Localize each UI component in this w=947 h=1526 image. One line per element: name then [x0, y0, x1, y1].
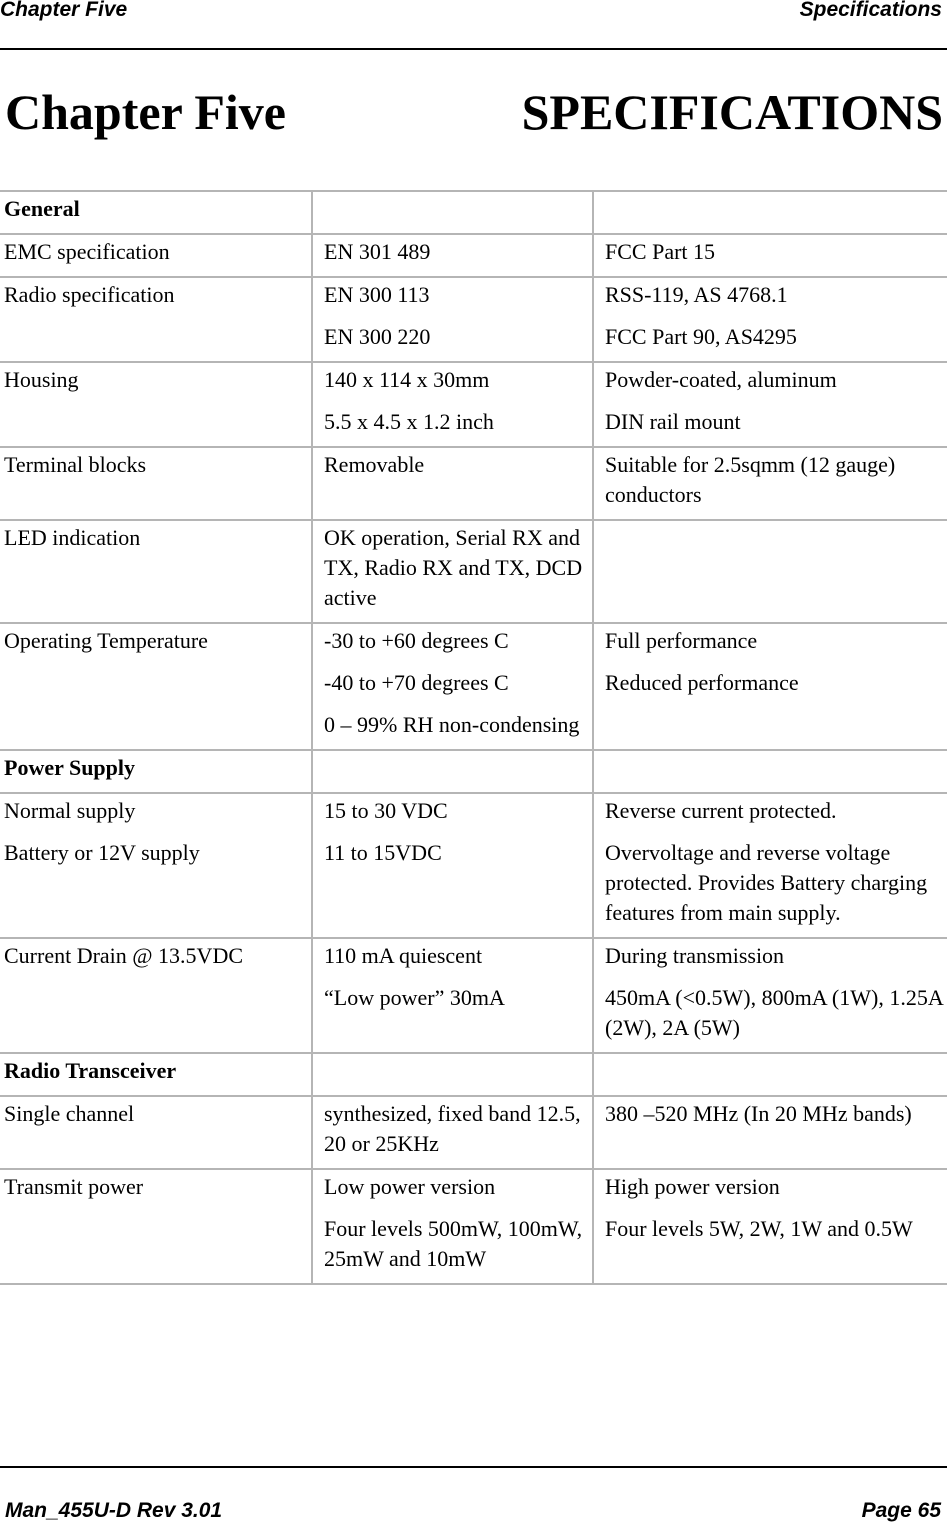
spec-value: Four levels 500mW, 100mW, 25mW and 10mW — [324, 1216, 583, 1271]
table-cell — [593, 750, 947, 793]
table-cell — [312, 750, 593, 793]
header-chapter: Chapter Five — [0, 0, 128, 21]
section-row — [0, 750, 947, 793]
title-chapter: Chapter Five — [5, 84, 286, 140]
spec-label: Transmit power — [4, 1174, 144, 1199]
spec-value: Four levels 5W, 2W, 1W and 0.5W — [605, 1216, 913, 1241]
table-cell — [593, 623, 947, 750]
page-title — [0, 84, 947, 144]
table-cell — [593, 793, 947, 938]
spec-value: synthesized, fixed band 12.5, 20 or 25KHz — [324, 1101, 581, 1156]
table-cell — [593, 447, 947, 520]
header-section: Specifications — [799, 0, 942, 21]
spec-value: -30 to +60 degrees C — [324, 628, 509, 653]
table-row — [0, 793, 947, 938]
spec-value: FCC Part 15 — [605, 239, 716, 264]
table-cell — [593, 1169, 947, 1284]
table-cell — [312, 1169, 593, 1284]
spec-value: 380 –520 MHz (In 20 MHz bands) — [605, 1101, 912, 1126]
spec-value: EN 300 113 — [324, 282, 430, 307]
spec-label: Terminal blocks — [4, 452, 147, 477]
spec-label: LED indication — [4, 525, 141, 550]
spec-label: General — [4, 196, 80, 221]
spec-value: DIN rail mount — [605, 409, 741, 434]
spec-label: Housing — [4, 367, 79, 392]
spec-value: “Low power” 30mA — [324, 985, 505, 1010]
spec-label: EMC specification — [4, 239, 170, 264]
spec-value: Full performance — [605, 628, 758, 653]
table-cell — [312, 623, 593, 750]
table-row — [0, 623, 947, 750]
table-cell — [593, 277, 947, 362]
page-header — [0, 0, 947, 52]
table-cell — [0, 1169, 312, 1284]
table-row — [0, 447, 947, 520]
spec-value: EN 301 489 — [324, 239, 431, 264]
spec-value: 450mA (<0.5W), 800mA (1W), 1.25A (2W), 2A (5W) — [605, 985, 943, 1040]
table-cell — [312, 234, 593, 277]
table-row — [0, 1096, 947, 1169]
table-cell — [0, 520, 312, 623]
table-row — [0, 277, 947, 362]
specifications-table — [0, 190, 947, 1285]
table-row — [0, 362, 947, 447]
table-cell — [312, 793, 593, 938]
spec-label: Radio Transceiver — [4, 1058, 177, 1083]
spec-value: Reduced performance — [605, 670, 799, 695]
table-cell — [593, 1053, 947, 1096]
spec-value: Low power version — [324, 1174, 496, 1199]
table-cell — [312, 447, 593, 520]
title-specifications: SPECIFICATIONS — [521, 84, 943, 140]
table-cell — [0, 191, 312, 234]
table-cell — [312, 191, 593, 234]
table-cell — [0, 277, 312, 362]
spec-value: EN 300 220 — [324, 324, 431, 349]
page-footer — [0, 1462, 947, 1526]
spec-value: 15 to 30 VDC — [324, 798, 448, 823]
section-row — [0, 1053, 947, 1096]
table-cell — [312, 277, 593, 362]
spec-label: Radio specification — [4, 282, 175, 307]
table-cell — [593, 362, 947, 447]
spec-value: 0 – 99% RH non-condensing — [324, 712, 580, 737]
table-cell — [0, 1096, 312, 1169]
spec-value: Removable — [324, 452, 425, 477]
table-cell — [0, 793, 312, 938]
table-cell — [0, 447, 312, 520]
spec-value: Reverse current protected. — [605, 798, 837, 823]
spec-value: 5.5 x 4.5 x 1.2 inch — [324, 409, 494, 434]
header-rule — [0, 48, 947, 50]
table-cell — [312, 520, 593, 623]
footer-manual-revision: Man_455U-D Rev 3.01 — [5, 1499, 223, 1522]
spec-label: Operating Temperature — [4, 628, 208, 653]
table-cell — [593, 191, 947, 234]
table-row — [0, 520, 947, 623]
spec-value: FCC Part 90, AS4295 — [605, 324, 797, 349]
spec-value: Overvoltage and reverse voltage protected. Provides Battery charging features from main supply. — [605, 840, 928, 925]
table-cell — [593, 520, 947, 623]
table-row — [0, 1169, 947, 1284]
table-cell — [0, 234, 312, 277]
table-cell — [312, 362, 593, 447]
table-cell — [593, 938, 947, 1053]
spec-value: -40 to +70 degrees C — [324, 670, 509, 695]
table-cell — [0, 362, 312, 447]
spec-value: High power version — [605, 1174, 780, 1199]
spec-label: Power Supply — [4, 755, 136, 780]
footer-page-number: Page 65 — [861, 1499, 941, 1522]
spec-label: Single channel — [4, 1101, 135, 1126]
spec-value: Suitable for 2.5sqmm (12 gauge) conductors — [605, 452, 896, 507]
spec-value: Powder-coated, aluminum — [605, 367, 837, 392]
table-cell — [0, 1053, 312, 1096]
spec-value: OK operation, Serial RX and TX, Radio RX and TX, DCD active — [324, 525, 583, 610]
spec-value: During transmission — [605, 943, 785, 968]
footer-rule — [0, 1466, 947, 1468]
spec-value: 140 x 114 x 30mm — [324, 367, 490, 392]
table-row — [0, 234, 947, 277]
table-cell — [312, 1053, 593, 1096]
table-cell — [593, 234, 947, 277]
table-row — [0, 938, 947, 1053]
section-row — [0, 191, 947, 234]
table-cell — [312, 938, 593, 1053]
table-cell — [593, 1096, 947, 1169]
spec-value: 11 to 15VDC — [324, 840, 442, 865]
table-cell — [0, 938, 312, 1053]
spec-value: 110 mA quiescent — [324, 943, 483, 968]
spec-label: Normal supply — [4, 798, 136, 823]
spec-label: Current Drain @ 13.5VDC — [4, 943, 244, 968]
spec-label: Battery or 12V supply — [4, 840, 200, 865]
table-cell — [312, 1096, 593, 1169]
table-cell — [0, 623, 312, 750]
table-cell — [0, 750, 312, 793]
spec-value: RSS-119, AS 4768.1 — [605, 282, 788, 307]
